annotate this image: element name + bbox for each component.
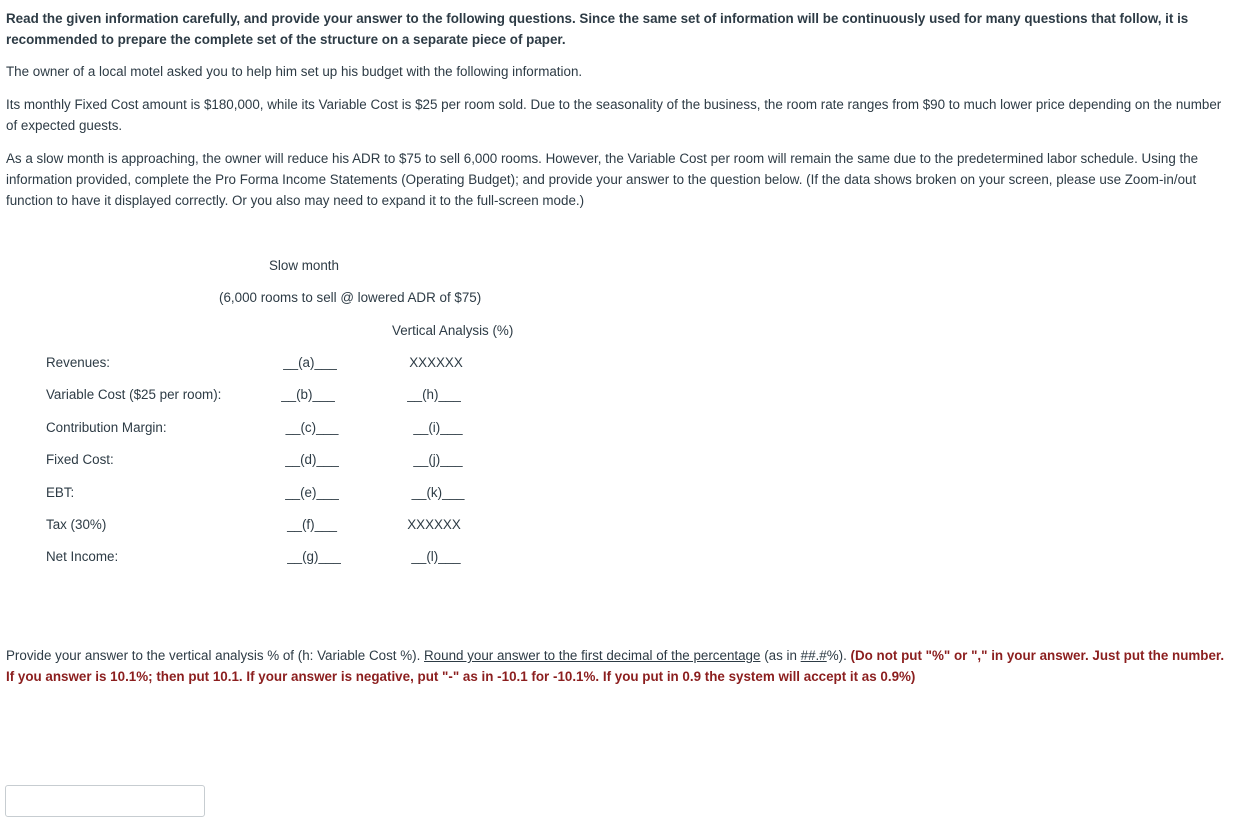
table-header-subtitle: (6,000 rooms to sell @ lowered ADR of $75) bbox=[219, 290, 482, 305]
row-label-net-income: Net Income: bbox=[46, 549, 119, 564]
row-value-c: __(c)___ bbox=[285, 420, 339, 435]
question-part-1: Provide your answer to the vertical analysis % of (h: Variable Cost %). bbox=[6, 648, 425, 663]
row-va-revenues: XXXXXX bbox=[409, 355, 463, 370]
row-label-contribution-margin: Contribution Margin: bbox=[46, 420, 167, 435]
row-va-tax: XXXXXX bbox=[407, 517, 461, 532]
row-value-e: __(e)___ bbox=[285, 485, 339, 500]
row-va-j: __(j)___ bbox=[413, 452, 463, 467]
instructions-intro: Read the given information carefully, and provide your answer to the following questions. Since the same set of information will be continuously used for many questions that follow, it is recommended to prepare the complete set of the structure on a separate piece of paper. bbox=[6, 11, 1189, 47]
instructions-paragraph-2: Its monthly Fixed Cost amount is $180,000, while its Variable Cost is $25 per room sold. Due to the seasonality of the business, the room rate ranges from $90 to much lower price depending on the number of expected guests. bbox=[6, 97, 1222, 133]
row-value-a: __(a)___ bbox=[283, 355, 337, 370]
question-part-3: (as in bbox=[760, 648, 801, 663]
row-va-h: __(h)___ bbox=[407, 387, 461, 402]
answer-input[interactable] bbox=[5, 785, 205, 817]
row-label-variable-cost: Variable Cost ($25 per room): bbox=[46, 387, 222, 402]
table-header-vertical-analysis: Vertical Analysis (%) bbox=[392, 323, 514, 338]
row-value-b: __(b)___ bbox=[281, 387, 335, 402]
row-label-revenues: Revenues: bbox=[46, 355, 111, 370]
row-value-d: __(d)___ bbox=[285, 452, 339, 467]
row-va-l: __(l)___ bbox=[411, 549, 461, 564]
row-va-k: __(k)___ bbox=[411, 485, 465, 500]
row-label-ebt: EBT: bbox=[46, 485, 75, 500]
row-value-f: __(f)___ bbox=[287, 517, 337, 532]
table-header-title: Slow month bbox=[269, 258, 339, 273]
question-text bbox=[6, 645, 1230, 687]
row-label-tax: Tax (30%) bbox=[46, 517, 107, 532]
row-label-fixed-cost: Fixed Cost: bbox=[46, 452, 114, 467]
row-value-g: __(g)___ bbox=[287, 549, 341, 564]
row-va-i: __(i)___ bbox=[413, 420, 463, 435]
question-format-example: ##.# bbox=[800, 648, 827, 663]
question-rounding-note: Round your answer to the first decimal of the percentage bbox=[424, 648, 761, 663]
question-part-5: %). bbox=[826, 648, 851, 663]
instructions-paragraph-1: The owner of a local motel asked you to help him set up his budget with the following information. bbox=[6, 64, 583, 79]
question-answer-instructions: (Do not put "%" or "," in your answer. Just put the number. If you answer is 10.1%; then put 10.1. If your answer is negative, put "-" as in -10.1 for -10.1%. If you put in 0.9 the system will accept it as 0.9%) bbox=[6, 648, 1225, 684]
instructions-paragraph-3: As a slow month is approaching, the owner will reduce his ADR to $75 to sell 6,000 rooms. However, the Variable Cost per room will remain the same due to the predetermined labor schedule. Using the information provided, complete the Pro Forma Income Statements (Operating Budget); and provide your answer to the question below. (If the data shows broken on your screen, please use Zoom-in/out function to have it displayed correctly. Or you also may need to expand it to the full-screen mode.) bbox=[6, 151, 1199, 208]
